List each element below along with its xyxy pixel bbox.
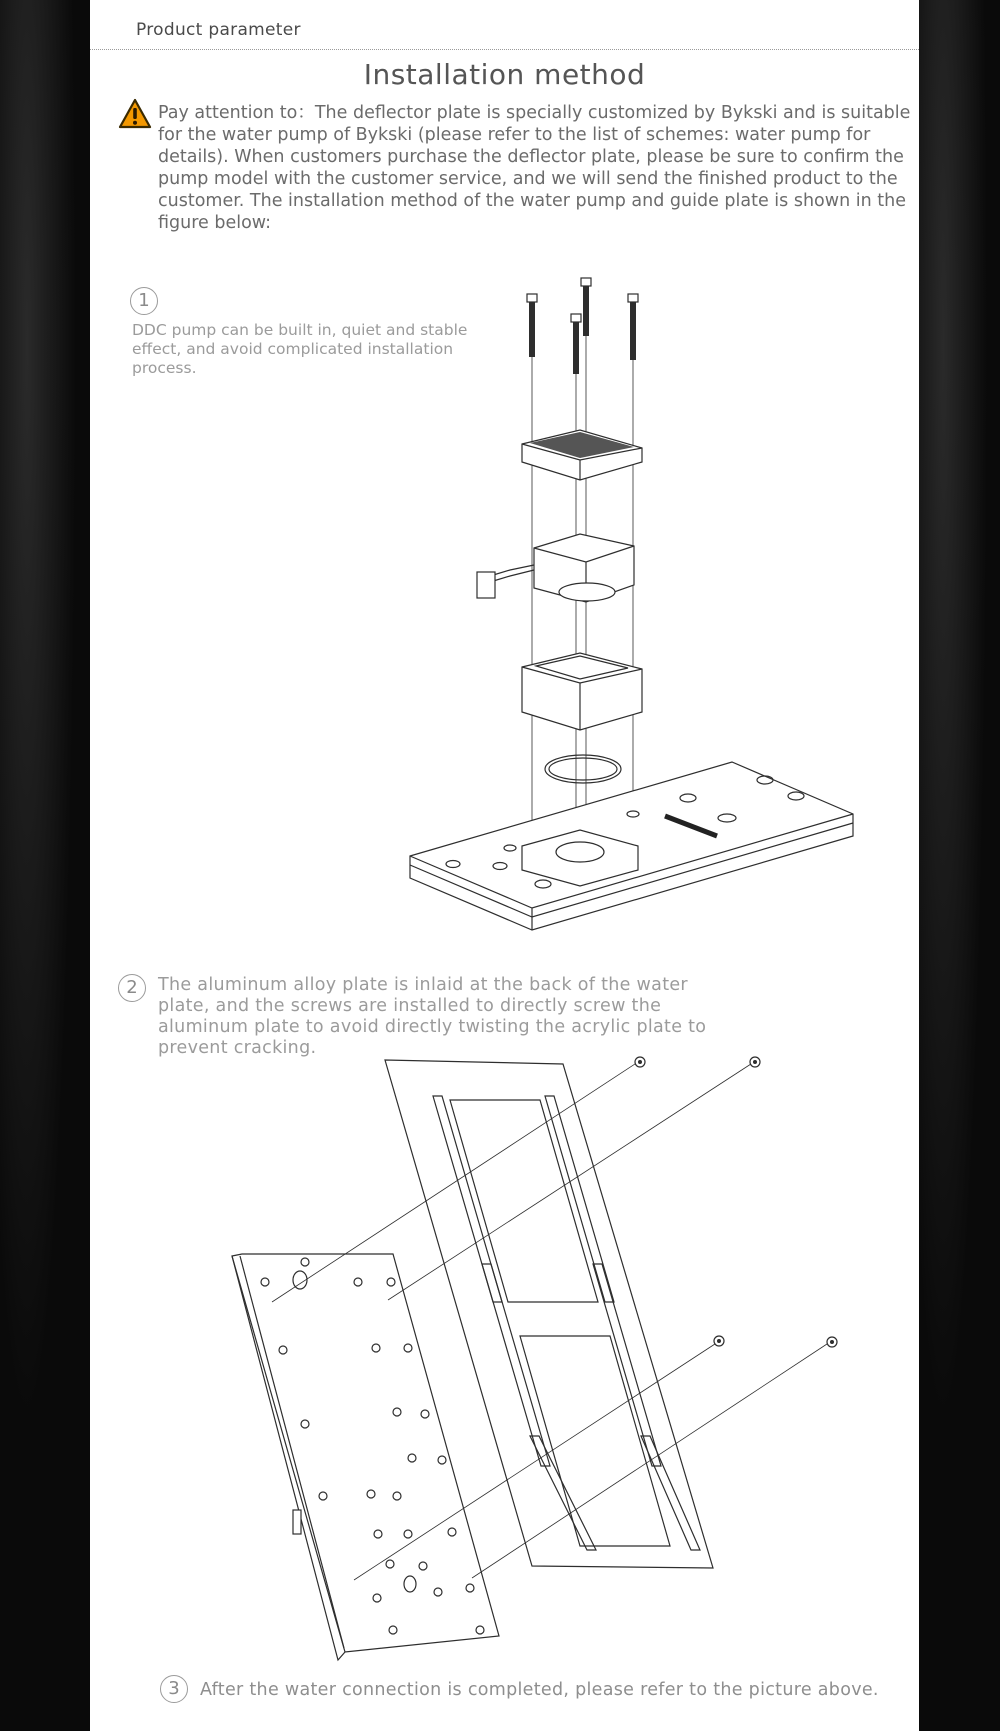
aluminum-plate-diagram [90,1040,919,1670]
screw-icon [581,278,591,336]
o-ring [545,755,621,783]
page-title: Installation method [363,58,646,91]
pump-exploded-diagram [90,270,919,950]
step-3-number: 3 [160,1675,188,1703]
screw-icon [571,314,581,374]
screw-icon [527,294,537,357]
screw-icon [635,1057,645,1067]
pump-housing [522,653,642,730]
step-3-text: After the water connection is completed, please refer to the picture above. [200,1680,879,1700]
content-panel [90,0,919,1731]
pump-cover [522,430,642,480]
step-1-number: 1 [130,287,158,315]
step-1-text: DDC pump can be built in, quiet and stable effect, and avoid complicated installation process. [132,321,468,377]
screw-icon [827,1337,837,1347]
deflector-plate [410,762,853,930]
screw-icon [628,294,638,360]
step-2-text: The aluminum alloy plate is inlaid at the back of the water plate, and the screws are installed to directly screw the aluminum plate to avoid directly twisting the acrylic plate to prevent cracking. [158,975,707,1058]
screw-icon [714,1336,724,1346]
warning-icon [118,98,152,130]
pump-motor [477,534,634,602]
notice-text: Pay attention to：The deflector plate is specially customized by Bykski and is suitable for the water pump of Bykski (please refer to the list of schemes: water pump for details). When customers purchase the deflector plate, please be sure to confirm the pump model with the customer service, and we will send the finished product to the customer. The installation method of the water pump and guide plate is shown in the figure below: [158,103,911,233]
section-label: Product parameter [136,20,301,40]
header-divider [90,49,919,50]
screw-icon [750,1057,760,1067]
step-2-number: 2 [118,974,146,1002]
background-left [0,0,90,1731]
background-right [919,0,1000,1731]
